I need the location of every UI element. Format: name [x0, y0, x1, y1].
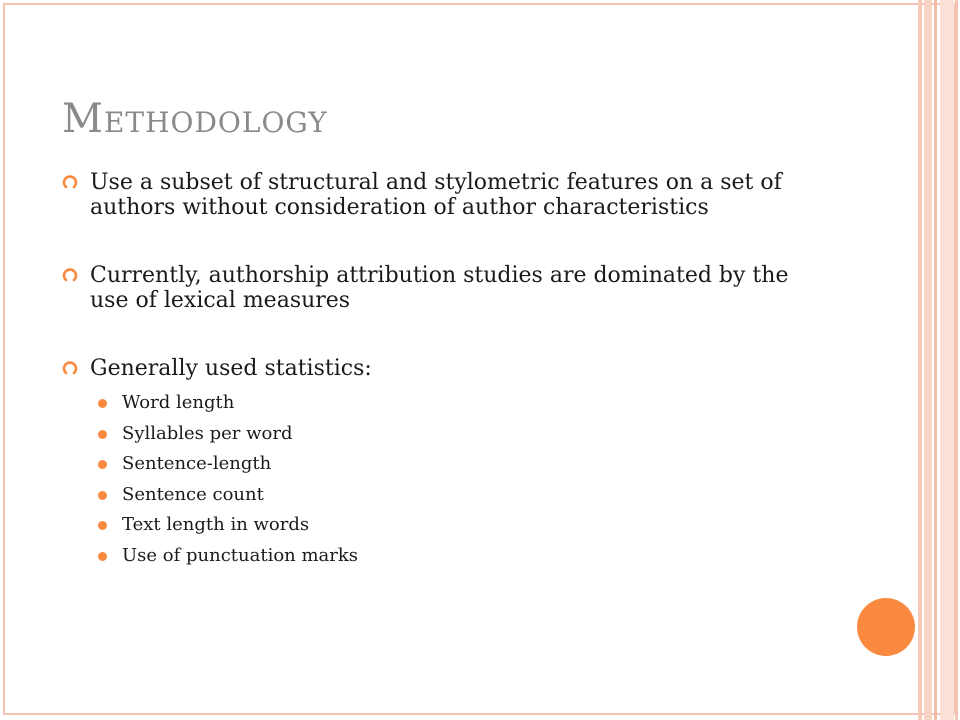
decorative-stripe: [955, 0, 958, 720]
sub-bullet-text: Text length in words: [122, 514, 310, 536]
bullet-item: [62, 356, 822, 381]
decorative-stripe: [918, 0, 922, 720]
sub-bullet-text: Sentence-length: [122, 453, 272, 475]
sub-bullet-item: [98, 393, 822, 413]
sub-bullet-item: [98, 454, 822, 474]
sub-bullet-text: Syllables per word: [122, 422, 293, 444]
sub-bullet-item: [98, 424, 822, 444]
bullet-text: Generally used statistics:: [90, 356, 372, 381]
bullet-item: [62, 263, 822, 313]
sub-bullet-text: Word length: [122, 392, 235, 413]
decorative-circle: [857, 598, 915, 656]
orange-dot-icon: [98, 399, 107, 408]
title-initial: M: [62, 96, 104, 142]
sub-bullet-text: Sentence count: [122, 483, 264, 505]
orange-dot-icon: [98, 521, 107, 530]
orange-dot-icon: [98, 430, 107, 439]
sub-bullet-item: [98, 485, 822, 505]
bullet-item: [62, 170, 822, 220]
orange-open-circle-icon: [62, 267, 78, 283]
slide-content: [62, 170, 822, 577]
sub-bullet-text: Use of punctuation marks: [122, 544, 359, 566]
orange-open-circle-icon: [62, 174, 78, 190]
orange-open-circle-icon: [62, 360, 78, 376]
sub-bullet-item: [98, 515, 822, 535]
orange-dot-icon: [98, 552, 107, 561]
sub-bullet-item: [98, 546, 822, 566]
decorative-stripe: [940, 0, 954, 720]
bullet-text: Currently, authorship attribution studies are dominated by the use of lexical measures: [90, 263, 789, 313]
orange-dot-icon: [98, 460, 107, 469]
orange-dot-icon: [98, 491, 107, 500]
title-rest: ETHODOLOGY: [103, 106, 328, 139]
decorative-stripe: [924, 0, 932, 720]
decorative-stripe: [934, 0, 937, 720]
sub-bullet-list: [62, 393, 822, 566]
bullet-text: Use a subset of structural and stylometric features on a set of authors without consideration of author characteristics: [90, 170, 782, 220]
slide-title: [62, 96, 328, 142]
